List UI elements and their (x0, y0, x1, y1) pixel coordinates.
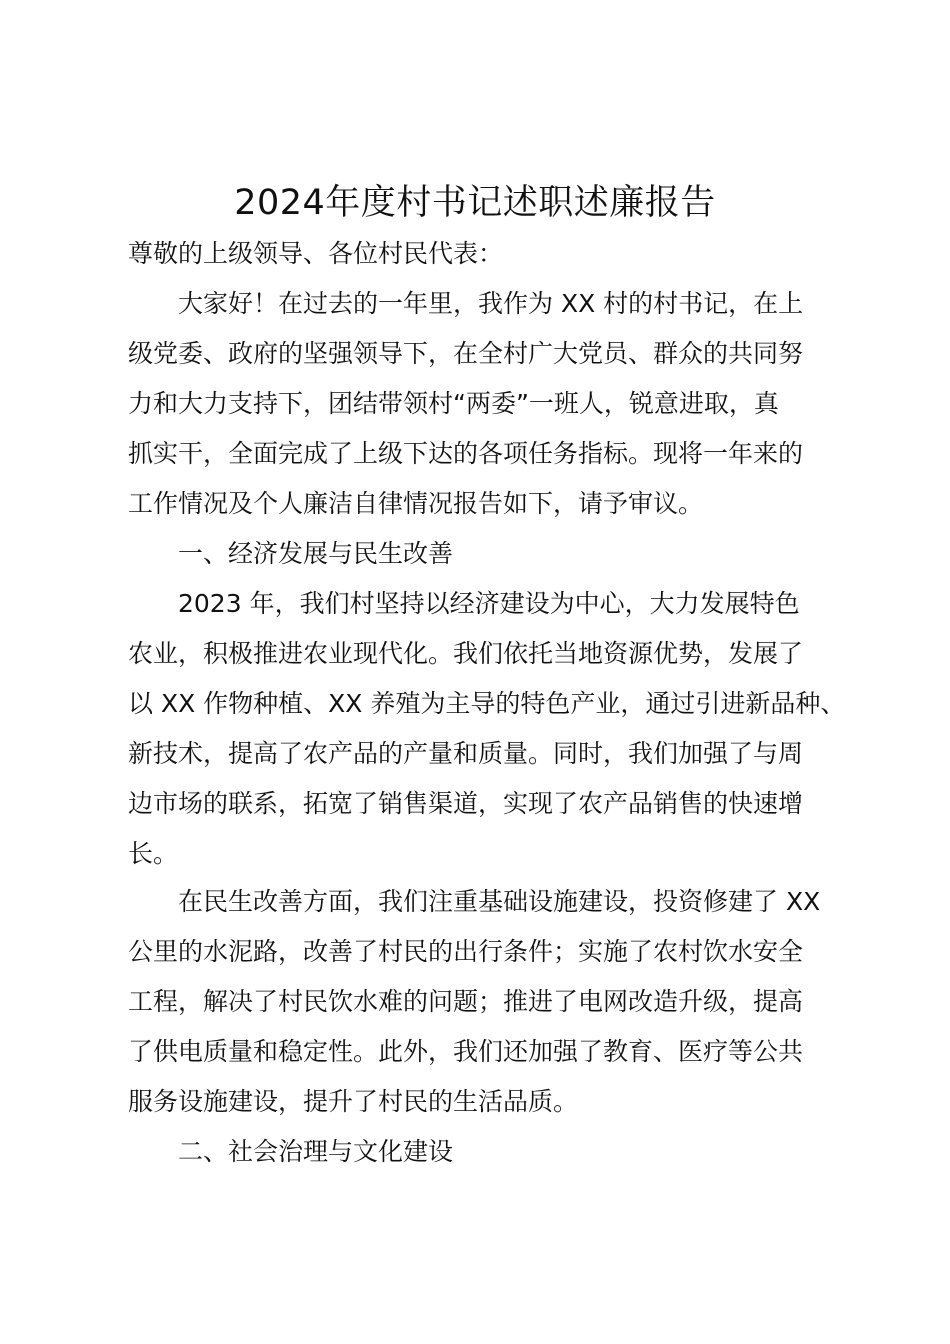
paragraph-3-line-2: 公里的水泥路，改善了村民的出行条件；实施了农村饮水安全 (128, 937, 804, 966)
salutation: 尊敬的上级领导、各位村民代表： (128, 239, 504, 268)
paragraph-2-line-6: 长。 (128, 839, 179, 868)
paragraph-3-line-3: 工程，解决了村民饮水难的问题；推进了电网改造升级，提高 (128, 987, 804, 1016)
paragraph-2-line-5: 边市场的联系，拓宽了销售渠道，实现了农产品销售的快速增 (128, 789, 804, 818)
paragraph-1-line-1: 大家好！在过去的一年里，我作为 XX 村的村书记，在上 (178, 289, 804, 318)
paragraph-3-line-1: 在民生改善方面，我们注重基础设施建设，投资修建了 XX (178, 887, 821, 916)
section-heading-2: 二、社会治理与文化建设 (178, 1137, 454, 1166)
paragraph-1-line-5: 工作情况及个人廉洁自律情况报告如下，请予审议。 (128, 489, 704, 518)
paragraph-2-line-2: 农业，积极推进农业现代化。我们依托当地资源优势，发展了 (128, 639, 804, 668)
paragraph-2-line-1: 2023 年，我们村坚持以经济建设为中心，大力发展特色 (178, 589, 800, 618)
paragraph-1-line-2: 级党委、政府的坚强领导下，在全村广大党员、群众的共同努 (128, 339, 804, 368)
paragraph-2-line-4: 新技术，提高了农产品的产量和质量。同时，我们加强了与周 (128, 739, 804, 768)
paragraph-2-line-3: 以 XX 作物种植、XX 养殖为主导的特色产业，通过引进新品种、 (128, 689, 846, 718)
paragraph-1-line-3: 力和大力支持下，团结带领村“两委”一班人，锐意进取，真 (128, 389, 779, 418)
paragraph-3-line-5: 服务设施建设，提升了村民的生活品质。 (128, 1087, 579, 1116)
paragraph-3-line-4: 了供电质量和稳定性。此外，我们还加强了教育、医疗等公共 (128, 1037, 804, 1066)
section-heading-1: 一、经济发展与民生改善 (178, 539, 454, 568)
document-title: 2024年度村书记述职述廉报告 (234, 183, 716, 223)
paragraph-1-line-4: 抓实干，全面完成了上级下达的各项任务指标。现将一年来的 (128, 439, 804, 468)
